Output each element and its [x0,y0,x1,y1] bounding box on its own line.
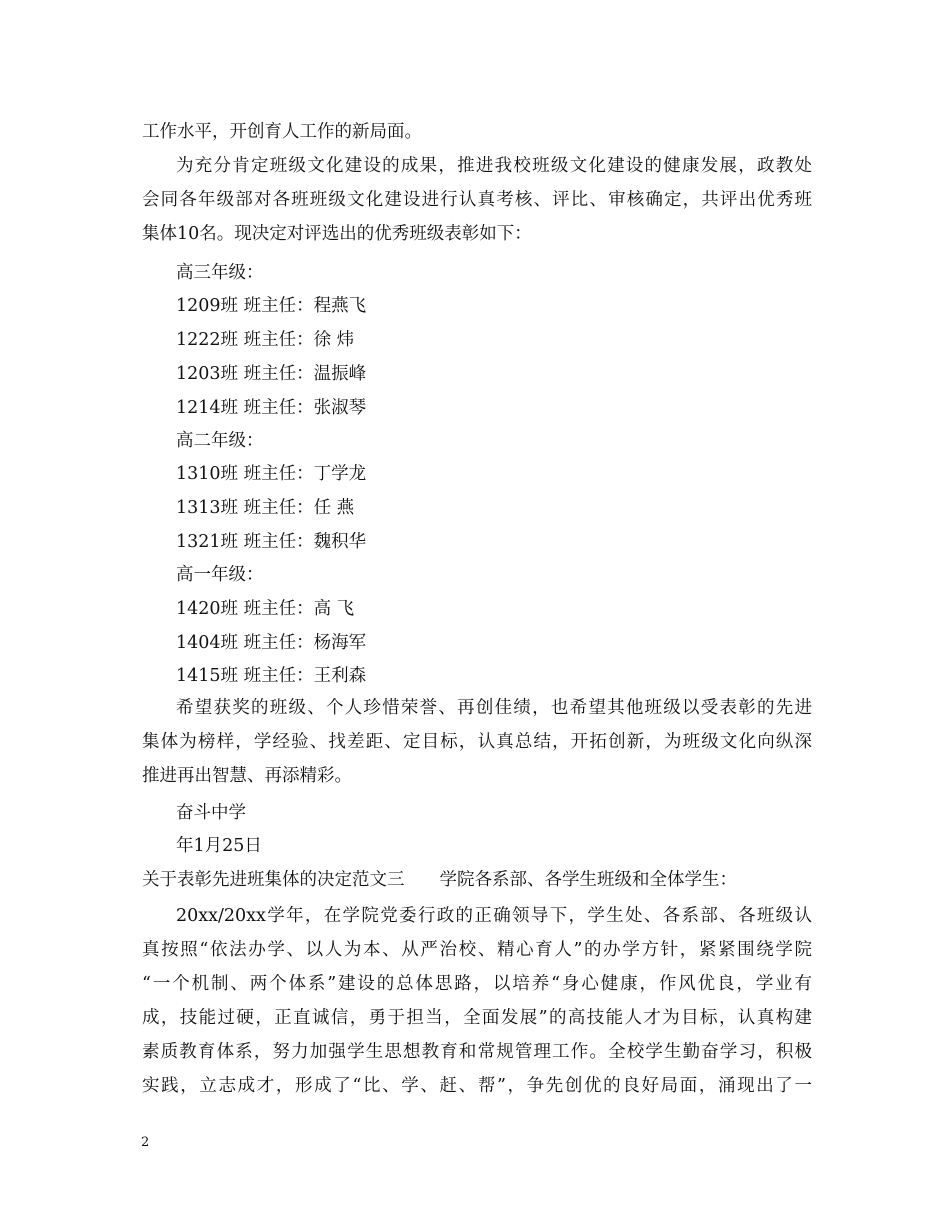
text-line: 工作水平，开创育人工作的新局面。 [142,122,422,142]
grade-heading: 高一年级： [176,565,264,585]
class-entry: 1214班 班主任：张淑琴 [176,398,367,418]
class-entry: 1415班 班主任：王利森 [176,666,367,686]
grade-heading: 高三年级： [176,263,264,283]
class-entry: 1321班 班主任：魏积华 [176,532,367,552]
paragraph-line: 成，技能过硬，正直诚信，勇于担当，全面发展”的高技能人才为目标，认真构建 [142,1008,812,1028]
page-number: 2 [141,1135,150,1150]
class-entry: 1203班 班主任：温振峰 [176,364,367,384]
paragraph-line: 会同各年级部对各班班级文化建设进行认真考核、评比、审核确定，共评出优秀班 [142,190,812,210]
paragraph-line: 素质教育体系，努力加强学生思想教育和常规管理工作。全校学生勤奋学习，积极 [142,1042,812,1062]
class-entry: 1222班 班主任：徐 炜 [176,330,355,350]
paragraph-line: 集体为榜样，学经验、找差距、定目标，认真总结，开拓创新，为班级文化向纵深 [142,732,812,752]
paragraph-line: 20xx/20xx学年，在学院党委行政的正确领导下，学生处、各系部、各班级认 [176,906,812,926]
paragraph-line: 推进再出智慧、再添精彩。 [142,766,352,786]
paragraph-line: 实践，立志成才，形成了“比、学、赶、帮”，争先创优的良好局面，涌现出了一 [142,1076,812,1096]
paragraph-line: 集体10名。现决定对评选出的优秀班级表彰如下： [142,224,532,244]
paragraph-line: “一个机制、两个体系”建设的总体思路，以培养“身心健康，作风优良，学业有 [142,974,812,994]
signature-date: 年1月25日 [176,836,262,856]
class-entry: 1404班 班主任：杨海军 [176,633,367,653]
class-entry: 1209班 班主任：程燕飞 [176,296,367,316]
grade-heading: 高二年级： [176,431,264,451]
paragraph-line: 真按照“依法办学、以人为本、从严治校、精心育人”的办学方针，紧紧围绕学院 [142,940,812,960]
paragraph-line: 希望获奖的班级、个人珍惜荣誉、再创佳绩，也希望其他班级以受表彰的先进 [176,698,812,718]
class-entry: 1313班 班主任：任 燕 [176,498,355,518]
class-entry: 1420班 班主任：高 飞 [176,599,355,619]
class-entry: 1310班 班主任：丁学龙 [176,464,367,484]
section-heading: 关于表彰先进班集体的决定范文三 学院各系部、各学生班级和全体学生： [142,870,737,890]
paragraph-line: 为充分肯定班级文化建设的成果，推进我校班级文化建设的健康发展，政教处 [176,156,812,176]
signature-org: 奋斗中学 [176,803,246,823]
